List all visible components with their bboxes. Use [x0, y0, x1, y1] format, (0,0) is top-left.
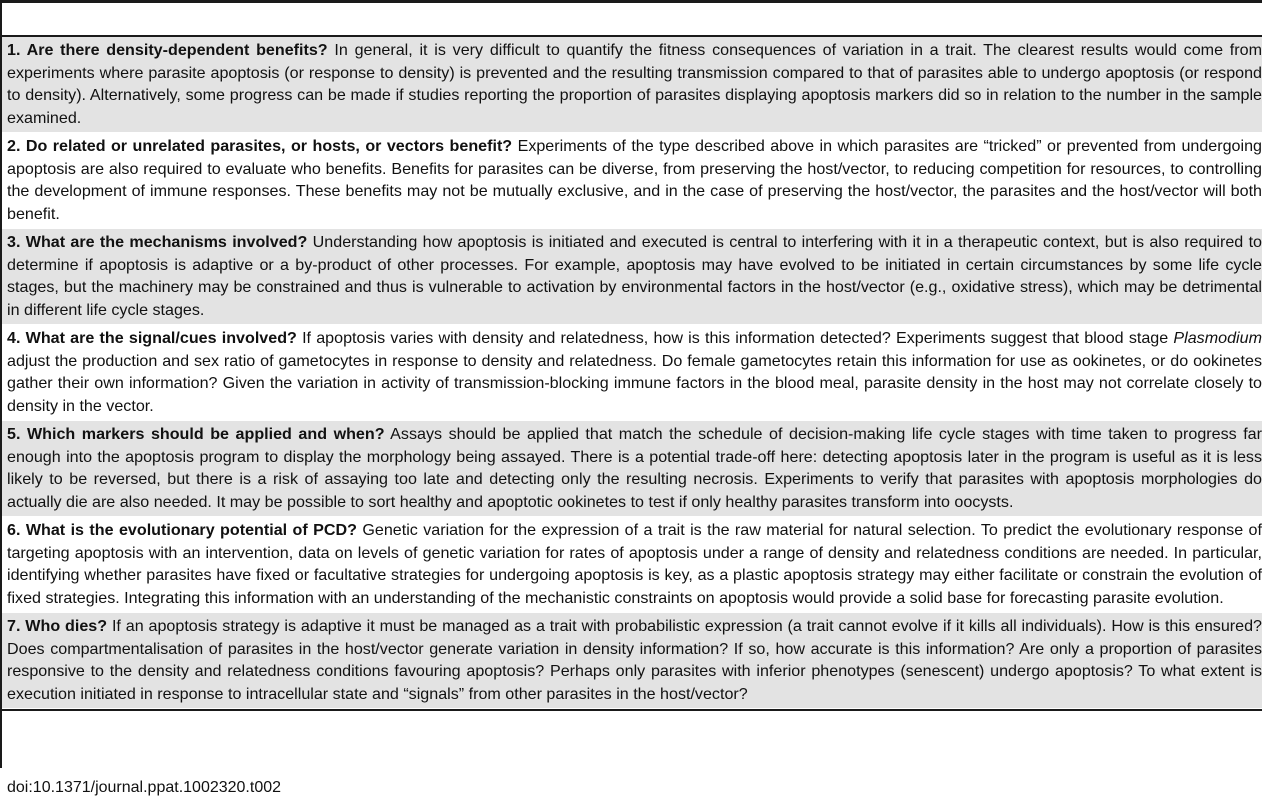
- table-row-question-2: [0, 133, 1262, 229]
- table-row-question-6: [0, 517, 1262, 613]
- question-4-heading: 4. What are the signal/cues involved?: [7, 329, 297, 347]
- question-6-heading: 6. What is the evolutionary potential of PCD?: [7, 521, 357, 539]
- question-1-text: In general, it is very difficult to quantify the fitness consequences of variation in a trait. The clearest results would come from experiments where parasite apoptosis (or response to density) is prevented and the resulting transmission compared to that of parasites able to undergo apoptosis (or respond to density). Alternatively, some progress can be made if studies reporting the proportion of parasites displaying apoptosis markers did so in relation to the number in the sample examined.: [7, 41, 1262, 127]
- plasmodium-italic: Plasmodium: [1173, 329, 1262, 347]
- table-row-question-7: [0, 613, 1262, 709]
- question-4-text-end: adjust the production and sex ratio of gametocytes in response to density and relatedness. Do female gametocytes retain this information for use as ookinetes, or do ookinetes gather their own information? Given the variation in activity of transmission-blocking immune factors in the blood meal, parasite density in the host may not correlate closely to density in the vector.: [7, 351, 1262, 415]
- question-3-heading: 3. What are the mechanisms involved?: [7, 233, 308, 251]
- table-bottom-rule: [0, 709, 1262, 711]
- question-5-text: Assays should be applied that match the schedule of decision-making life cycle stages with time taken to progress far enough into the apoptosis program to display the morphology being assayed. There is a potential trade-off here: detecting apoptosis later in the program is useful as it is less likely to be reversed, but there is a risk of assaying too late and detecting only the resulting necrosis. Experiments to verify that parasites with apoptosis morphologies do actually die are also needed. It may be possible to sort healthy and apoptotic ookinetes to test if only healthy parasites transform into oocysts.: [7, 425, 1262, 511]
- doi-link[interactable]: doi:10.1371/journal.ppat.1002320.t002: [7, 779, 282, 796]
- table-row-question-1: [0, 37, 1262, 133]
- question-6-text: Genetic variation for the expression of a trait is the raw material for natural selection. To predict the evolutionary response of targeting apoptosis with an intervention, data on levels of genetic variation for rates of apoptosis under a range of density and relatedness conditions are needed. In particular, identifying whether parasites have fixed or facultative strategies for undergoing apoptosis is key, as a plastic apoptosis strategy may either facilitate or constrain the evolution of fixed strategies. Integrating this information with an understanding of the mechanistic constraints on apoptosis would provide a solid base for forecasting parasite evolution.: [7, 521, 1262, 607]
- question-7-text: If an apoptosis strategy is adaptive it must be managed as a trait with probabilistic expression (a trait cannot evolve if it kills all individuals). How is this ensured? Does compartmentalisation of parasites in the host/vector generate variation in density information? If so, how accurate is this information? Are only a proportion of parasites responsive to the density and relatedness conditions favouring apoptosis? Perhaps only parasites with inferior phenotypes (senescent) undergo apoptosis? To what extent is execution initiated in response to intracellular state and “signals” from other parasites in the host/vector?: [7, 617, 1262, 703]
- table-left-border: [0, 3, 2, 768]
- question-2-heading: 2. Do related or unrelated parasites, or hosts, or vectors benefit?: [7, 137, 513, 155]
- question-1-heading: 1. Are there density-dependent benefits?: [7, 41, 328, 59]
- table-row-question-5: [0, 421, 1262, 517]
- table-header-row: [0, 3, 1262, 35]
- table-row-question-4: [0, 325, 1262, 421]
- table-row-question-3: [0, 229, 1262, 325]
- question-7-heading: 7. Who dies?: [7, 617, 108, 635]
- question-3-text: Understanding how apoptosis is initiated and executed is central to interfering with it in a therapeutic context, but is also required to determine if apoptosis is adaptive or a by-product of other processes. For example, apoptosis may have evolved to be initiated in certain circumstances by some life cycle stages, but the machinery may be constrained and thus is vulnerable to activation by environmental factors in the host/vector (e.g., oxidative stress), which may be detrimental in different life cycle stages.: [7, 233, 1262, 319]
- question-4-text-start: If apoptosis varies with density and relatedness, how is this information detected? Experiments suggest that blood stage: [296, 329, 1174, 347]
- question-5-heading: 5. Which markers should be applied and when?: [7, 425, 385, 443]
- question-2-text: Experiments of the type described above in which parasites are “tricked” or prevented from undergoing apoptosis are also required to evaluate who benefits. Benefits for parasites can be diverse, from preserving the host/vector, to reducing competition for resources, to controlling the development of immune responses. These benefits may not be mutually exclusive, and in the case of preserving the host/vector, the parasites and the host/vector will both benefit.: [7, 137, 1262, 223]
